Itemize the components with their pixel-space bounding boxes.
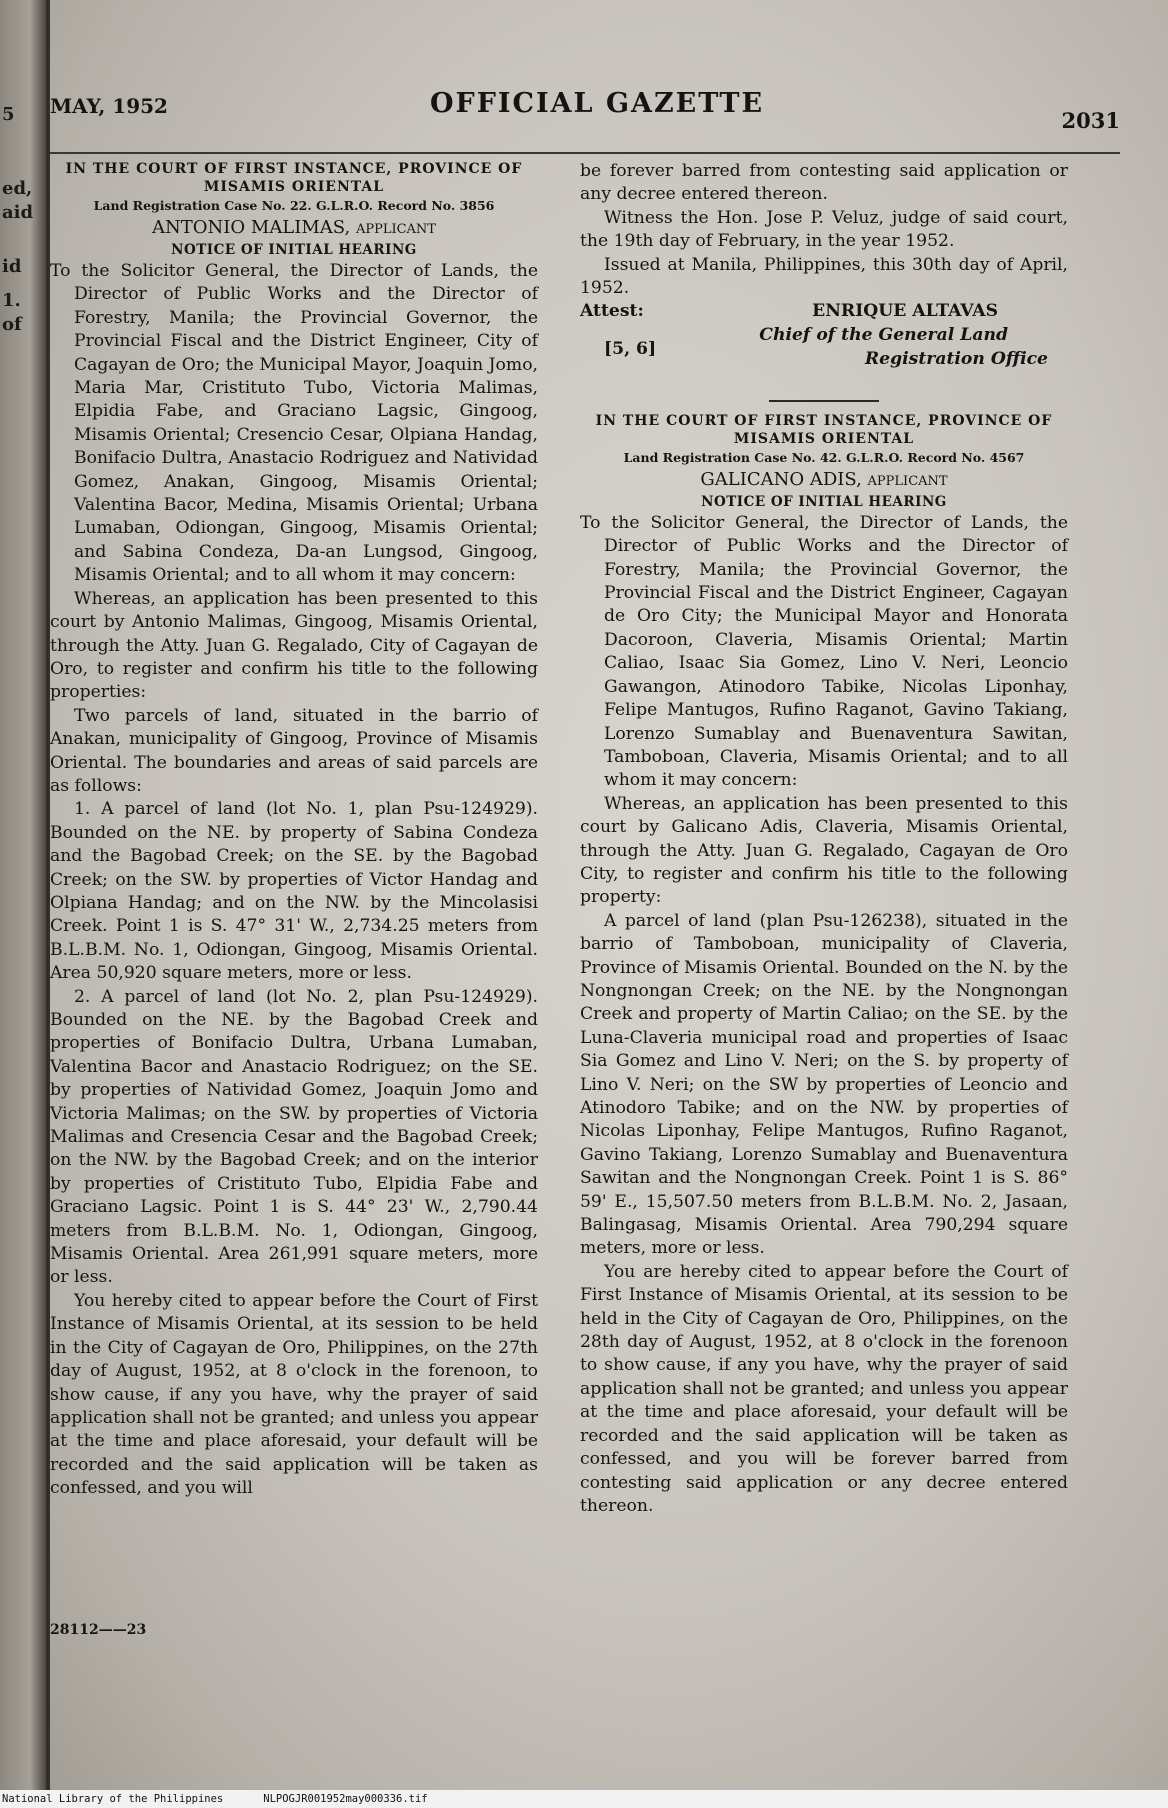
notice1-record: Land Registration Case No. 22. G.L.R.O. Record No. 3856 — [93, 198, 495, 213]
notice1-parcel-1: 1. A parcel of land (lot No. 1, plan Psu-124929). Bounded on the NE. by property of Sabina Condeza and the Bagobad Creek; on the SE. by the Bagobad Creek; on the SW. by properties of Victor Handag and Olpiana Handag; and on the NW. by the Mincolasisi Creek. Point 1 is S. 47° 31' W., 2,734.25 meters from B.L.B.M. No. 1, Odiongan, Gingoog, Misamis Oriental. Area 50,920 square meters, more or less. — [50, 799, 538, 984]
margin-fragment: ed, — [2, 178, 33, 199]
notice1-title: NOTICE OF INITIAL HEARING — [171, 242, 417, 258]
notice1-continuation: be forever barred from contesting said application or any decree entered thereon. — [580, 161, 1068, 205]
section-divider — [769, 400, 879, 402]
notice1-addressees: To the Solicitor General, the Director of Lands, the Director of Public Works and the Director of Forestry, Manila; the Provincial Governor, the Provincial Fiscal and the District Engineer, City of Cagayan de Oro; the Municipal Mayor, Joaquin Jomo, Maria Mar, Cristituto Tubo, Victoria Malimas, Elpidia Fabe, and Graciano Lagsic, Gingoog, Misamis Oriental; Cresencio Cesar, Olpiana Handag, Bonifacio Dultra, Anastacio Rodriguez and Natividad Gomez, Anakan, Gingoog, Misamis Oriental; Valentina Bacor, Medina, Misamis Oriental; Urbana Lumaban, Odiongan, Gingoog, Misamis Oriental; and Sabina Condeza, Da-an Lungsod, Gingoog, Misamis Oriental; and to all whom it may concern: — [50, 261, 538, 586]
right-column — [580, 160, 1068, 1518]
notice1-witness: Witness the Hon. Jose P. Veluz, judge of said court, the 19th day of February, in the year 1952. — [580, 207, 1068, 252]
signatory-title-line2: Registration Office — [864, 348, 1048, 369]
margin-fragment: 5 — [2, 104, 15, 125]
notice2-court: IN THE COURT OF FIRST INSTANCE, PROVINCE OF MISAMIS ORIENTAL — [595, 412, 1053, 447]
header-rule — [50, 152, 1120, 154]
notice1-parcels-intro: Two parcels of land, situated in the barrio of Anakan, municipality of Gingoog, Province of Misamis Oriental. The boundaries and areas of said parcels are as follows: — [50, 705, 538, 796]
notice1-whereas: Whereas, an application has been presented to this court by Antonio Malimas, Gingoog, Misamis Oriental, through the Atty. Juan G. Regalado, City of Cagayan de Oro, to register and confirm his title to the following properties: — [50, 588, 538, 703]
signatory-name: ENRIQUE ALTAVAS — [812, 300, 998, 321]
signatory-title-line1: Chief of the General Land — [759, 324, 1008, 345]
margin-fragment: of — [2, 314, 22, 335]
notice1-issued: Issued at Manila, Philippines, this 30th day of April, 1952. — [580, 254, 1068, 299]
notice2-applicant: GALICANO ADIS, applicant — [700, 468, 948, 490]
notice2-whereas: Whereas, an application has been presented to this court by Galicano Adis, Claveria, Misamis Oriental, through the Atty. Juan G. Regalado, Cagayan de Oro City, to register and confirm his title to the following property: — [580, 793, 1068, 908]
notice1-citation: You hereby cited to appear before the Court of First Instance of Misamis Oriental, at its session to be held in the City of Cagayan de Oro, Philippines, on the 27th day of August, 1952, at 8 o'clock in the forenoon, to show cause, if any you have, why the prayer of said application shall not be granted; and unless you appear at the time and place aforesaid, your default will be recorded and the said application will be taken as confessed, and you will — [50, 1290, 538, 1499]
previous-page-margin — [0, 0, 46, 1790]
notice2-record: Land Registration Case No. 42. G.L.R.O. Record No. 4567 — [623, 449, 1025, 465]
page-number: 2031 — [1061, 108, 1120, 133]
header-title: OFFICIAL GAZETTE — [430, 88, 765, 119]
notice1-attest: Attest: — [580, 301, 644, 322]
left-column — [50, 160, 538, 1501]
print-code: 28112——23 — [50, 1622, 147, 1638]
publication-ref: [5, 6] — [604, 338, 657, 359]
notice1-applicant: ANTONIO MALIMAS, applicant — [152, 217, 436, 238]
library-name: National Library of the Philippines — [2, 1793, 224, 1805]
scan-caption-bar — [0, 1790, 1168, 1808]
header-date: MAY, 1952 — [50, 94, 168, 118]
margin-fragment: 1. — [2, 290, 21, 311]
margin-fragment: id — [2, 256, 22, 277]
notice2-citation: You are hereby cited to appear before the Court of First Instance of Misamis Oriental, at its session to be held in the City of Cagayan de Oro, Philippines, on the 28th day of August, 1952, at 8 o'clock in the forenoon to show cause, if any you have, why the prayer of said application shall not be granted; and unless you appear at the time and place aforesaid, your default will be recorded and the said application will be taken as confessed, and you will be forever barred from contesting said application or any decree entered thereon. — [580, 1261, 1068, 1516]
scan-filename: NLPOGJR001952may000336.tif — [263, 1793, 428, 1805]
notice2-title: NOTICE OF INITIAL HEARING — [701, 493, 947, 510]
notice2-addressees: To the Solicitor General, the Director of Lands, the Director of Public Works and the Director of Forestry, Manila; the Provincial Governor, the Provincial Fiscal and the District Engineer, Cagayan de Oro City; the Municipal Mayor and Honorata Dacoroon, Claveria, Misamis Oriental; Martin Caliao, Isaac Sia Gomez, Lino V. Neri, Leoncio Gawangon, Atinodoro Tabike, Nicolas Liponhay, Felipe Mantugos, Rufino Raganot, Gavino Takiang, Lorenzo Sumablay and Buenaventura Sawitan, Tamboboan, Claveria, Misamis Oriental; and to all whom it may concern: — [580, 512, 1068, 791]
notice1-parcel-2: 2. A parcel of land (lot No. 2, plan Psu-124929). Bounded on the NE. by the Bagobad Creek and properties of Bonifacio Dultra, Urbana Lumaban, Valentina Bacor and Anastacio Rodriguez; on the SE. by properties of Natividad Gomez, Joaquin Jomo and Victoria Malimas; on the SW. by properties of Victoria Malimas and Cresencia Cesar and the Bagobad Creek; on the NW. by the Bagobad Creek; and on the interior by properties of Cristituto Tubo, Elpidia Fabe and Graciano Lagsic. Point 1 is S. 44° 23' W., 2,790.44 meters from B.L.B.M. No. 1, Odiongan, Gingoog, Misamis Oriental. Area 261,991 square meters, more or less. — [50, 986, 538, 1288]
running-header — [50, 88, 1120, 132]
margin-fragment: aid — [2, 202, 34, 223]
notice2-parcel: A parcel of land (plan Psu-126238), situated in the barrio of Tamboboan, municipality of Claveria, Province of Misamis Oriental. Bounded on the N. by the Nongnongan Creek; on the NE. by the Nongnongan Creek and property of Martin Caliao; on the SE. by the Luna-Claveria municipal road and properties of Isaac Sia Gomez and Lino V. Neri; on the S. by property of Lino V. Neri; on the SW by properties of Leoncio and Atinodoro Tabike; and on the NW. by properties of Nicolas Liponhay, Felipe Mantugos, Rufino Raganot, Gavino Takiang, Lorenzo Sumablay and Buenaventura Sawitan and the Nongnongan Creek. Point 1 is S. 86° 59' E., 15,507.50 meters from B.L.B.M. No. 2, Jasaan, Balingasag, Misamis Oriental. Area 790,294 square meters, more or less. — [580, 910, 1068, 1259]
gazette-page — [50, 0, 1168, 1790]
notice1-court: IN THE COURT OF FIRST INSTANCE, PROVINCE OF MISAMIS ORIENTAL — [65, 161, 523, 195]
